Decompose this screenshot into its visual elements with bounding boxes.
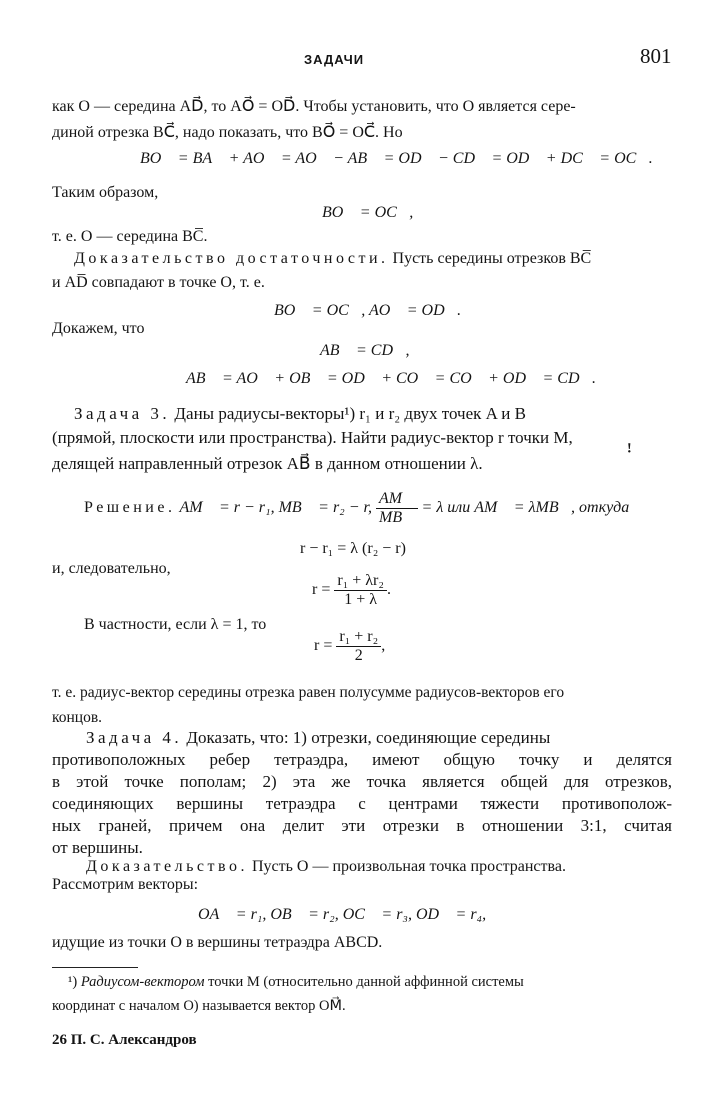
- task4-line: соединяющих вершины тетраэдра с центрами тяжести противополож-: [52, 794, 672, 813]
- text-line: и AD̅ совпадают в точке O, т. е.: [52, 274, 265, 291]
- fraction-denominator: MB⃗: [378, 509, 415, 526]
- equation: AB⃗ = AO⃗ + OB⃗ = OD⃗ + CO⃗ = CO⃗ + OD⃗ = CD⃗.: [186, 370, 596, 387]
- text-line: В частности, если λ = 1, то: [84, 616, 267, 633]
- signature-number: 26: [52, 1032, 67, 1048]
- text-line: Таким образом,: [52, 184, 159, 201]
- text-line: т. е. радиус-вектор середины отрезка равен полусумме радиусов-векторов его: [52, 684, 565, 701]
- equation: BO⃗ = OC⃗, AO⃗ = OD⃗.: [274, 302, 462, 319]
- fraction-denominator: 1 + λ: [344, 591, 378, 608]
- text-fragment: Пусть O — произвольная точка пространства.: [247, 858, 566, 875]
- paragraph-intro: [52, 94, 674, 146]
- equation: AM⃗ = r − r₁, MB⃗ = r₂ − r,: [179, 499, 372, 517]
- fraction: [334, 572, 387, 609]
- task4-line: в этой точке пополам; 2) эта же точка является общей для отрезков,: [52, 772, 672, 791]
- text-line: и, следовательно,: [52, 560, 171, 577]
- fraction-numerator: r₁ + λr₂: [334, 572, 387, 591]
- fraction: [376, 490, 418, 527]
- text-fragment: точки M (относительно данной аффинной системы: [204, 974, 524, 990]
- page-number: 801: [640, 44, 672, 68]
- paragraph-conclusion: [52, 680, 564, 730]
- text-line: Рассмотрим векторы:: [52, 876, 199, 893]
- footer-signature: [52, 1032, 197, 1049]
- paragraph-sufficiency: [74, 246, 591, 272]
- footnote-term: Радиусом-вектором: [80, 974, 205, 990]
- formula-r-midpoint: r = $\frac{\text{r₁ + r₂}}{2}$ ,: [314, 628, 386, 664]
- fraction-numerator: AM⃗: [376, 490, 418, 509]
- footnote-rule: [52, 967, 138, 968]
- fraction-numerator: r₁ + r₂: [336, 628, 381, 647]
- text-fragment: Доказать, что: 1) отрезки, соединяющие середины: [182, 728, 551, 747]
- task3-label: Задача 3.: [74, 404, 171, 423]
- text-line: т. е. O — середина BC̅.: [52, 228, 208, 245]
- fraction-denominator: 2: [354, 647, 363, 664]
- footnote: [68, 974, 524, 991]
- task4-line: противоположных ребер тетраэдра, имеют общую точку и делятся: [52, 750, 672, 769]
- fraction: [336, 628, 381, 665]
- running-header: ЗАДАЧИ: [304, 52, 365, 67]
- equation: BO⃗ = OC⃗,: [322, 204, 414, 221]
- solution-label: Решение.: [84, 499, 176, 517]
- footnote-mark: ¹): [68, 974, 78, 990]
- equation: AB⃗ = CD⃗,: [320, 342, 410, 359]
- formula-r: r = $\frac{\text{r₁ + λr₂}}{1 + \lambda}$ .: [312, 572, 391, 608]
- text-line: идущие из точки O в вершины тетраэдра ABCD.: [52, 934, 383, 951]
- text-fragment: Даны радиусы-векторы¹) r₁ и r₂ двух точек A и B: [170, 404, 526, 423]
- equation: OA⃗ = r₁, OB⃗ = r₂, OC⃗ = r₃, OD⃗ = r₄,: [198, 906, 487, 923]
- pen-mark: ꜝ: [626, 444, 633, 466]
- text-fragment: Пусть середины отрезков BC̅: [388, 250, 592, 267]
- equation: r − r₁ = λ (r₂ − r): [300, 540, 406, 557]
- text-line: диной отрезка BC⃗, надо показать, что BO⃗ = OC⃗. Но: [52, 124, 403, 141]
- proof-label: Доказательство.: [86, 858, 248, 875]
- task3-line: делящей направленный отрезок AB⃗ в данном отношении λ.: [52, 454, 483, 473]
- signature-author: П. С. Александров: [70, 1032, 197, 1048]
- equation: = λ или AM⃗ = λMB⃗, откуда: [421, 499, 630, 517]
- task4-label: Задача 4.: [86, 728, 183, 747]
- footnote-line: координат с началом O) называется вектор OM⃗.: [52, 998, 346, 1014]
- equation: BO⃗ = BA⃗ + AO⃗ = AO⃗ − AB⃗ = OD⃗ − CD⃗ = OD⃗ + DC⃗ = OC⃗.: [140, 150, 653, 167]
- formula-lhs: r =: [314, 637, 333, 655]
- proof-label: Доказательство достаточности.: [74, 250, 389, 267]
- task4-line: ных граней, причем она делит эти отрезки в отношении 3:1, считая: [52, 816, 672, 835]
- text-line: концов.: [52, 709, 103, 726]
- task4-line: от вершины.: [52, 838, 143, 857]
- text-line: как O — середина AD⃗, то AO⃗ = OD⃗. Чтобы установить, что O является сере-: [52, 98, 576, 115]
- task3-line: (прямой, плоскости или пространства). Найти радиус-вектор r точки M,: [52, 428, 573, 447]
- text-line: Докажем, что: [52, 320, 145, 337]
- formula-lhs: r =: [312, 581, 331, 599]
- solution-line: [84, 490, 629, 527]
